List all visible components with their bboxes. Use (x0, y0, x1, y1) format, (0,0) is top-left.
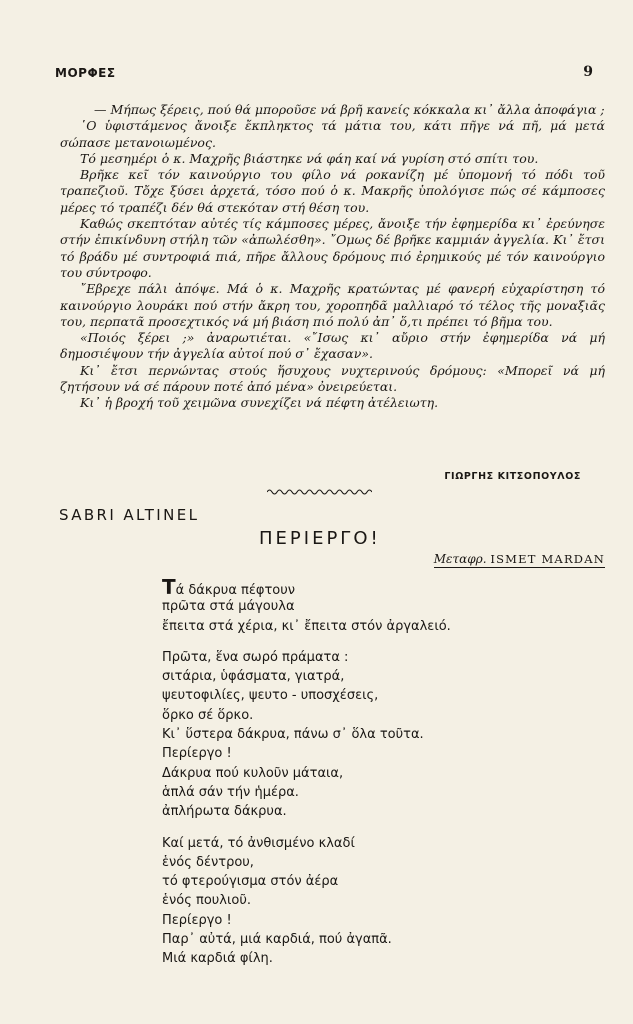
poem-line: Δάκρυα πού κυλοῦν μάταια, (162, 765, 344, 781)
poem-line: ἀπλήρωτα δάκρυα. (162, 804, 287, 820)
author-signature: ΓΙΩΡΓΗΣ ΚΙΤΣΟΠΟΥΛΟΣ (444, 471, 581, 482)
poem-stanza (162, 834, 562, 969)
poem-line: Τά δάκρυα πέφτουν (162, 575, 296, 599)
poem-stanza (162, 648, 562, 822)
poem-stanza (162, 575, 562, 636)
poem-line: πρῶτα στά μάγουλα (162, 599, 295, 615)
story-paragraph: Καθώς σκεπτόταν αὐτές τίς κάμποσες μέρες, ἄνοιξε τήν ἐφημερίδα κι᾽ ἐρεύνησε στήν ἐπικίνδυνη στήλη τῶν «ἀπωλέσθη». ῎Ομως δέ βρῆκε καμμιάν ἀγγελία. Κι᾽ ἔτσι τό βράδυ μέ συντροφιά πιά, πῆρε ἄλλους δρόμους πιό ἐρημικούς μέ τόν καινούργιο του σύντροφο. (60, 216, 605, 280)
poem-line: σιτάρια, ὑφάσματα, γιατρά, (162, 669, 345, 685)
story-text (60, 102, 605, 412)
story-paragraph: ῾Ο ὑφιστάμενος ἄνοιξε ἔκπληκτος τά μάτια του, κάτι πῆγε νά πῆ, μά μετά σώπασε μετανοιωμένος. (60, 118, 605, 150)
poet-name: SABRI ALTINEL (59, 506, 200, 524)
poem-line: Πρῶτα, ἕνα σωρό πράματα : (162, 649, 349, 665)
poem-line: ἑνός δέντρου, (162, 854, 254, 870)
story-paragraph: Τό μεσημέρι ὁ κ. Μαχρῆς βιάστηκε νά φάη καί νά γυρίση στό σπίτι του. (80, 150, 539, 166)
translator-prefix: Μεταφρ. (433, 552, 487, 566)
story-paragraph: Κι᾽ ἔτσι περνώντας στούς ἥσυχους νυχτερινούς δρόμους: «Μπορεῖ νά μή ζητήσουν νά σέ πάρουν ποτέ ἀπό μένα» ὀνειρεύεται. (60, 362, 605, 395)
poem-body (162, 575, 562, 981)
translator-credit (434, 552, 605, 568)
poem-line: ψευτοφιλίες, ψευτο - υποσχέσεις, (162, 688, 379, 704)
poem-line: Κι᾽ ὕστερα δάκρυα, πάνω σ᾽ ὅλα τοῦτα. (162, 727, 424, 743)
poem-line: Μιά καρδιά φίλη. (162, 951, 273, 967)
running-head (55, 66, 593, 86)
poem-line: τό φτερούγισμα στόν ἀέρα (162, 874, 339, 890)
poem-title: ΠΕΡΙΕΡΓΟ! (259, 528, 381, 549)
poem-line: Περίεργο ! (162, 912, 232, 928)
translator-name: ISMET MARDAN (490, 552, 605, 566)
journal-title: ΜΟΡΦΕΣ (55, 66, 116, 80)
poem-line: ἁπλά σάν τήν ἡμέρα. (162, 784, 299, 800)
poem-line: Καί μετά, τό ἀνθισμένο κλαδί (162, 835, 355, 851)
story-paragraph: ῎Εβρεχε πάλι ἀπόψε. Μά ὁ κ. Μαχρῆς κρατώντας μέ φανερή εὐχαρίστηση τό καινούργιο λουράκι πού στήν ἄκρη του, χοροπηδᾶ μαλλιαρό τό τέλος τῆς μοναξιᾶς του, περπατᾶ προσεχτικός νά μή βιάση πιό πολύ ἀπ᾽ ὅ,τι πρέπει τό βῆμα του. (60, 281, 605, 329)
wavy-divider (267, 488, 372, 496)
poem-line: ἑνός πουλιοῦ. (162, 893, 252, 909)
poem-line: ἔπειτα στά χέρια, κι᾽ ἔπειτα στόν ἀργαλειό. (162, 618, 451, 634)
story-paragraph: Κι᾽ ἡ βροχή τοῦ χειμῶνα συνεχίζει νά πέφτη ἀτέλειωτη. (80, 395, 439, 411)
story-paragraph: «Ποιός ξέρει ;» ἀναρωτιέται. «῎Ισως κι᾽ αὔριο στήν ἐφημερίδα νά μή δημοσιέψουν τήν ἀγγελία αὐτοί πού σ᾽ ἔχασαν». (60, 330, 605, 362)
story-paragraph: — Μήπως ξέρεις, πού θά μποροῦσε νά βρῆ κανείς κόκκαλα κι᾽ ἄλλα ἀποφάγια ; (94, 102, 605, 117)
page-number: 9 (583, 64, 593, 80)
poem-line: Παρ᾽ αὐτά, μιά καρδιά, πού ἀγαπᾶ. (162, 932, 392, 948)
story-paragraph: Βρῆκε κεῖ τόν καινούργιο του φίλο νά ροκανίζη μέ ὑπομονή τό πόδι τοῦ τραπεζιοῦ. Τὄχε ξύσει ἀρχετά, τόσο πού ὁ κ. Μακρῆς ὑπολόγισε πώς σέ κάμποσες μέρες τό τραπέζι δέν θά στεκόταν στή θέση του. (60, 167, 605, 215)
poem-line: Περίεργο ! (162, 746, 232, 762)
poem-line: ὅρκο σέ ὅρκο. (162, 707, 254, 723)
